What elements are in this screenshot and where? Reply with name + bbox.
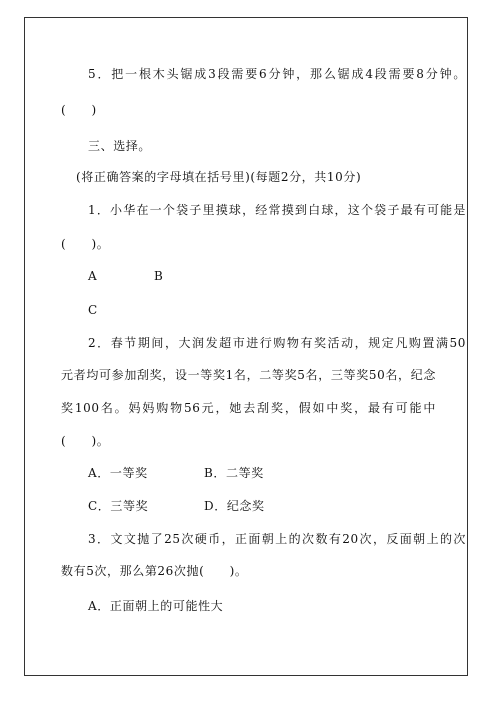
question-2-answer-bracket: ( )。 (61, 434, 110, 448)
question-2-line-2: 元者均可参加刮奖，设一等奖1名，二等奖5名，三等奖50名，纪念 (61, 368, 436, 382)
question-2-line-1: 2．春节期间，大润发超市进行购物有奖活动，规定凡购置满50 (88, 336, 466, 350)
question-1-line-1: 1．小华在一个袋子里摸球，经常摸到白球，这个袋子最有可能是 (88, 203, 466, 217)
section-instructions: (将正确答案的字母填在括号里)(每题2分，共10分) (76, 170, 362, 184)
question-2-line-3: 奖100名。妈妈购物56元，她去刮奖，假如中奖，最有可能中 (61, 401, 436, 415)
question-1-option-c: C (88, 303, 98, 317)
question-2-option-a: A．一等奖 (88, 466, 148, 480)
question-2-option-d: D．纪念奖 (204, 499, 265, 513)
question-3-option-a: A．正面朝上的可能性大 (88, 599, 224, 613)
question-5-answer-bracket: ( ) (61, 103, 97, 117)
section-heading-choice: 三、选择。 (88, 139, 152, 153)
question-2-option-b: B．二等奖 (204, 466, 264, 480)
question-1-option-b: B (154, 269, 164, 283)
question-1-answer-bracket: ( )。 (61, 237, 110, 251)
question-5-line-1: 5．把一根木头锯成3段需要6分钟，那么锯成4段需要8分钟。 (88, 67, 466, 81)
question-3-line-1: 3．文文抛了25次硬币，正面朝上的次数有20次，反面朝上的次 (88, 532, 466, 546)
question-2-option-c: C．三等奖 (88, 499, 149, 513)
question-1-option-a: A (88, 269, 98, 283)
question-3-line-2: 数有5次，那么第26次抛( )。 (61, 564, 248, 578)
